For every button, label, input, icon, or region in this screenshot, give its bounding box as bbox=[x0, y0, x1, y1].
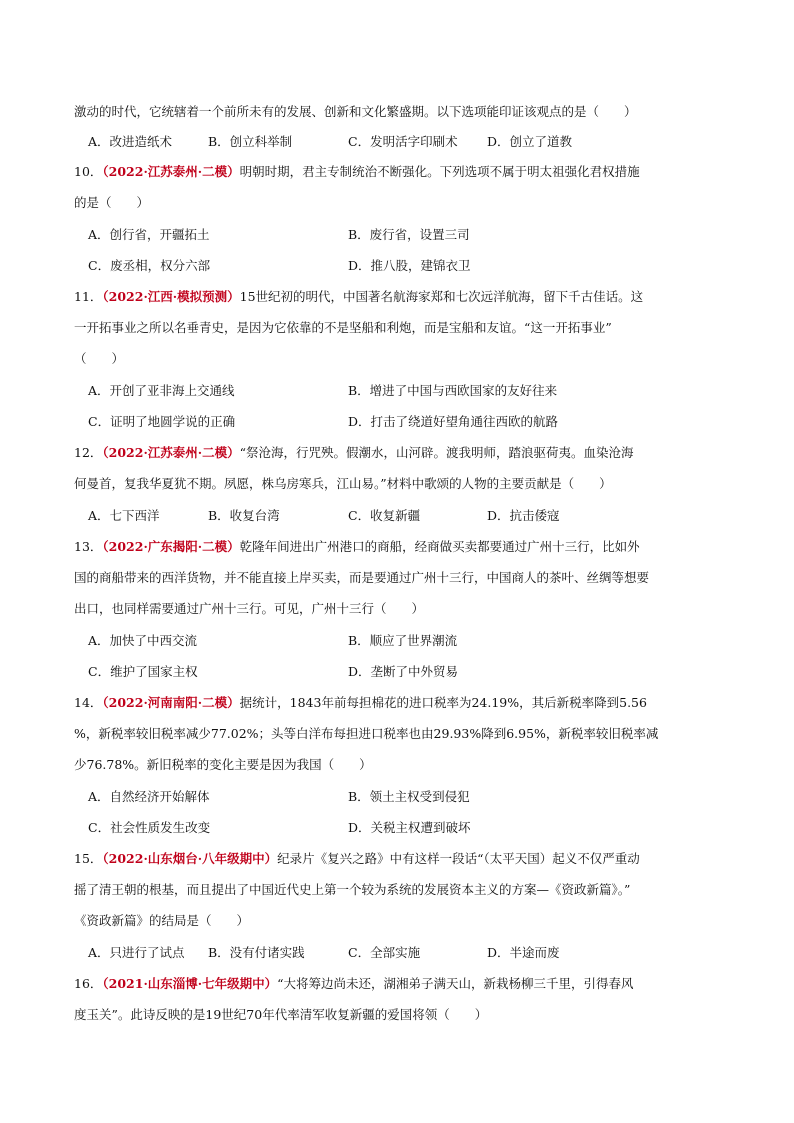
q9-option-a: A．改进造纸术 bbox=[88, 134, 173, 149]
q11-option-d: D．打击了绕道好望角通往西欧的航路 bbox=[348, 414, 559, 429]
question-number: 11． bbox=[74, 289, 103, 304]
q13-option-a: A．加快了中西交流 bbox=[88, 633, 198, 648]
q13-option-c: C．维护了国家主权 bbox=[88, 664, 198, 679]
question-10-line-2: 的是（ ） bbox=[74, 195, 150, 210]
question-11-line-3: （ ） bbox=[74, 351, 125, 366]
question-text: 乾隆年间进出广州港口的商船，经商做买卖都要通过广州十三行，比如外 bbox=[239, 539, 640, 554]
question-12-line-1 bbox=[74, 443, 734, 463]
question-source: （2022·广东揭阳·二模） bbox=[102, 539, 240, 554]
question-number: 10． bbox=[74, 164, 103, 179]
q15-option-d: D．半途而废 bbox=[487, 945, 560, 960]
question-text: 15世纪初的明代，中国著名航海家郑和七次远洋航海，留下千古佳话。这 bbox=[239, 289, 644, 304]
q13-option-d: D．垄断了中外贸易 bbox=[348, 664, 459, 679]
q14-option-c: C．社会性质发生改变 bbox=[88, 820, 211, 835]
q13-option-b: B．顺应了世界潮流 bbox=[348, 633, 458, 648]
q10-option-b: B．废行省，设置三司 bbox=[348, 227, 470, 242]
question-source: （2022·江苏泰州·二模） bbox=[102, 164, 240, 179]
question-16-line-1 bbox=[74, 974, 734, 994]
question-number: 13． bbox=[74, 539, 103, 554]
question-source: （2022·河南南阳·二模） bbox=[102, 695, 240, 710]
question-text: 据统计，1843年前每担棉花的进口税率为24.19%，其后新税率降到5.56 bbox=[239, 695, 647, 710]
question-13-line-2: 国的商船带来的西洋货物，并不能直接上岸买卖，而是要通过广州十三行，中国商人的茶叶、丝绸等想要 bbox=[74, 570, 650, 585]
question-9-stem: 激动的时代，它统辖着一个前所未有的发展、创新和文化繁盛期。以下选项能印证该观点的是（ ） bbox=[74, 104, 637, 119]
q12-option-a: A．七下西洋 bbox=[88, 508, 160, 523]
question-source: （2022·山东烟台·八年级期中） bbox=[102, 851, 278, 866]
q15-option-b: B．没有付诸实践 bbox=[208, 945, 305, 960]
q12-option-c: C．收复新疆 bbox=[348, 508, 421, 523]
q14-option-d: D．关税主权遭到破坏 bbox=[348, 820, 471, 835]
question-15-line-3: 《资政新篇》的结局是（ ） bbox=[74, 913, 250, 928]
q9-option-b: B．创立科举制 bbox=[208, 134, 293, 149]
question-13-line-1 bbox=[74, 537, 734, 557]
question-14-line-2: %，新税率较旧税率减少77.02%；头等白洋布每担进口税率也由29.93%降到6.95%，新税率较旧税率减 bbox=[74, 726, 659, 741]
q11-option-b: B．增进了中国与西欧国家的友好往来 bbox=[348, 383, 558, 398]
question-text: 明朝时期，君主专制统治不断强化。下列选项不属于明太祖强化君权措施 bbox=[239, 164, 640, 179]
question-12-line-2: 何曼首，复我华夏犹不期。夙愿，株乌房寒兵，江山易。”材料中歌颂的人物的主要贡献是（ ） bbox=[74, 476, 612, 491]
question-14-line-3: 少76.78%。新旧税率的变化主要是因为我国（ ） bbox=[74, 757, 372, 772]
question-11-line-1 bbox=[74, 287, 734, 307]
q10-option-a: A．创行省，开疆拓土 bbox=[88, 227, 210, 242]
question-source: （2022·江苏泰州·二模） bbox=[102, 445, 240, 460]
question-number: 14． bbox=[74, 695, 103, 710]
question-source: （2022·江西·模拟预测） bbox=[102, 289, 240, 304]
q9-option-d: D．创立了道教 bbox=[487, 134, 573, 149]
question-16-line-2: 度玉关”。此诗反映的是19世纪70年代率清军收复新疆的爱国将领（ ） bbox=[74, 1007, 488, 1022]
question-14-line-1 bbox=[74, 693, 734, 713]
question-15-line-2: 摇了清王朝的根基，而且提出了中国近代史上第一个较为系统的发展资本主义的方案—《资政新篇》。” bbox=[74, 882, 631, 897]
question-text: “祭沧海，行咒殃。假潮水，山河辟。渡我明师，踏浪驱荷夷。血染沧海 bbox=[239, 445, 634, 460]
question-10-line-1 bbox=[74, 162, 734, 182]
question-15-line-1 bbox=[74, 849, 734, 869]
q14-option-b: B．领土主权受到侵犯 bbox=[348, 789, 470, 804]
question-11-line-2: 一开拓事业之所以名垂青史，是因为它依靠的不是坚船和利炮，而是宝船和友谊。“这一开拓事业” bbox=[74, 320, 612, 335]
q15-option-c: C．全部实施 bbox=[348, 945, 421, 960]
question-number: 15． bbox=[74, 851, 103, 866]
q15-option-a: A．只进行了试点 bbox=[88, 945, 185, 960]
q9-option-c: C．发明活字印刷术 bbox=[348, 134, 458, 149]
q14-option-a: A．自然经济开始解体 bbox=[88, 789, 210, 804]
question-source: （2021·山东淄博·七年级期中） bbox=[102, 976, 278, 991]
q10-option-d: D．推八股，建锦衣卫 bbox=[348, 258, 471, 273]
question-number: 16． bbox=[74, 976, 103, 991]
q10-option-c: C．废丞相，权分六部 bbox=[88, 258, 211, 273]
q11-option-a: A．开创了亚非海上交通线 bbox=[88, 383, 235, 398]
question-text: “大将筹边尚未还，湖湘弟子满天山，新栽杨柳三千里，引得春风 bbox=[277, 976, 634, 991]
question-13-line-3: 出口，也同样需要通过广州十三行。可见，广州十三行（ ） bbox=[74, 601, 425, 616]
q12-option-b: B．收复台湾 bbox=[208, 508, 280, 523]
q11-option-c: C．证明了地圆学说的正确 bbox=[88, 414, 236, 429]
q12-option-d: D．抗击倭寇 bbox=[487, 508, 560, 523]
question-text: 纪录片《复兴之路》中有这样一段话“（太平天国）起义不仅严重动 bbox=[277, 851, 640, 866]
question-number: 12． bbox=[74, 445, 103, 460]
